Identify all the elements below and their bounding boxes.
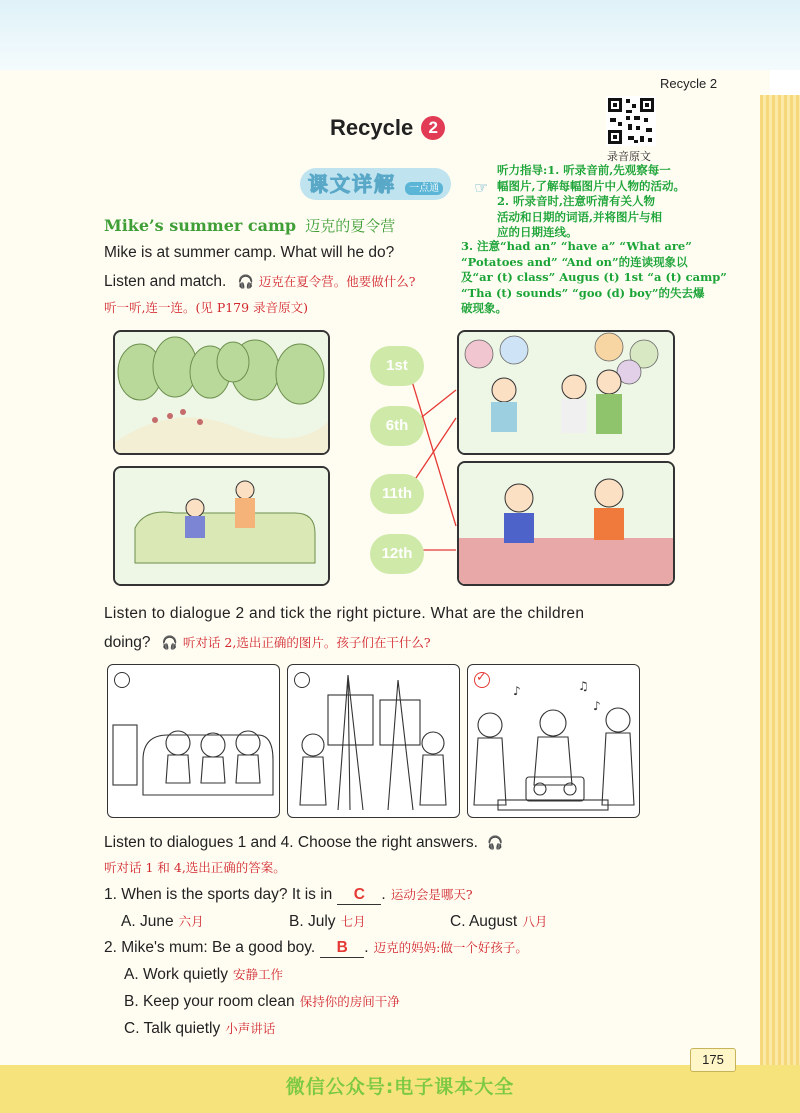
option-label: C. August	[450, 913, 518, 930]
option-translation: 八月	[522, 914, 548, 929]
instruction-text: Listen to dialogues 1 and 4. Choose the right answers.	[104, 834, 478, 851]
instruction-line	[104, 832, 503, 852]
instruction-translation: 听一听,连一连。(见 P179 录音原文)	[104, 300, 308, 315]
question-text: 1. When is the sports day? It is in	[104, 886, 333, 903]
headphones-icon[interactable]: 🎧	[237, 275, 254, 290]
option-label: A. June	[121, 913, 174, 930]
option-q1-a[interactable]	[121, 911, 204, 931]
tip-line: 幅图片,了解每幅图片中人物的活动。	[497, 178, 686, 193]
answer-circle[interactable]	[114, 672, 130, 688]
headphones-icon[interactable]: 🎧	[487, 836, 504, 851]
qr-code-icon[interactable]	[606, 96, 656, 146]
instruction-translation: 听对话 1 和 4,选出正确的答案。	[104, 860, 286, 875]
question-1	[104, 884, 473, 905]
picture-balloon-party	[457, 330, 675, 455]
top-band	[0, 0, 800, 70]
tip-line: 应的日期连线。	[497, 225, 578, 240]
pointing-hand-icon: ☞	[474, 178, 489, 197]
page-title-text: Recycle	[330, 115, 414, 140]
tip-line: 活动和日期的词语,并将图片与相	[497, 209, 663, 224]
option-q2-c[interactable]	[124, 1018, 275, 1038]
question-end: .	[381, 886, 386, 903]
instruction-line: Listen to dialogue 2 and tick the right picture. What are the children	[104, 605, 585, 622]
question-text: 2. Mike's mum: Be a good boy.	[104, 939, 316, 956]
section-heading	[104, 215, 395, 236]
qr-caption: 录音原文	[607, 150, 651, 163]
option-q2-b[interactable]	[124, 991, 400, 1011]
svg-text:♪: ♪	[593, 699, 601, 713]
question-2	[104, 937, 528, 958]
option-q1-b[interactable]	[289, 911, 366, 931]
option-q1-c[interactable]	[450, 911, 547, 931]
lesson-badge-sub: 一点通	[405, 182, 443, 195]
picture-running-race	[457, 461, 675, 586]
option-picture-singing[interactable]	[467, 664, 640, 818]
unit-label: Recycle 2	[660, 76, 718, 91]
tip-line: “Tha (t) sounds” “goo (d) boy”的失去爆	[461, 285, 705, 300]
title-number-badge: 2	[421, 116, 445, 140]
lesson-badge	[300, 168, 451, 200]
instruction-text: Listen and match.	[104, 273, 227, 290]
instruction-text: doing?	[104, 634, 151, 651]
footer-watermark: 微信公众号:电子课本大全	[285, 1076, 515, 1098]
answer-circle[interactable]	[294, 672, 310, 688]
date-pill: 11th	[370, 474, 424, 514]
page-title	[330, 115, 445, 141]
option-translation: 六月	[178, 914, 204, 929]
instruction-line: Mike is at summer camp. What will he do?	[104, 244, 395, 261]
page-edge-stripes	[760, 95, 800, 1085]
question-translation: 迈克的妈妈:做一个好孩子。	[373, 940, 528, 955]
answer-blank[interactable]: B	[320, 939, 364, 958]
svg-text:♫: ♫	[578, 679, 589, 693]
date-pill: 12th	[370, 534, 424, 574]
instruction-line	[104, 632, 431, 652]
option-label: C. Talk quietly	[124, 1020, 221, 1037]
section-title-cn: 迈克的夏令营	[305, 217, 396, 235]
option-label: B. July	[289, 913, 336, 930]
tip-line: 及“ar (t) class” Augus (t) 1st “a (t) camp”	[461, 270, 727, 285]
listening-tips	[497, 163, 759, 241]
svg-text:♪: ♪	[513, 684, 521, 698]
listening-tips-2	[461, 239, 761, 317]
option-translation: 小声讲话	[225, 1021, 276, 1036]
headphones-icon[interactable]: 🎧	[161, 636, 178, 651]
tip-line: “Potatoes and” “And on”的连读现象以	[461, 254, 688, 269]
answer-blank[interactable]: C	[337, 886, 381, 905]
question-translation: 运动会是哪天?	[390, 887, 473, 902]
section-title-en: Mike’s summer camp	[104, 216, 297, 235]
date-pill: 1st	[370, 346, 424, 386]
lesson-badge-text: 课文详解	[308, 172, 396, 196]
picture-boys-on-sofa	[113, 466, 330, 586]
option-label: A. Work quietly	[124, 966, 228, 983]
page-number: 175	[690, 1048, 736, 1072]
tip-line: 破现象。	[461, 301, 507, 316]
option-translation: 安静工作	[233, 967, 284, 982]
tip-line: 3. 注意“had an” “have a” “What are”	[461, 239, 692, 253]
option-translation: 保持你的房间干净	[299, 994, 400, 1009]
option-q2-a[interactable]	[124, 964, 283, 984]
instruction-line	[104, 271, 415, 291]
question-end: .	[364, 939, 369, 956]
option-picture-drawing[interactable]	[287, 664, 460, 818]
instruction-translation: 听对话 2,选出正确的图片。孩子们在干什么?	[182, 635, 431, 650]
option-picture-watching-tv[interactable]	[107, 664, 280, 818]
tip-line: 2. 听录音时,注意听清有关人物	[497, 194, 656, 209]
option-label: B. Keep your room clean	[124, 993, 295, 1010]
option-translation: 七月	[340, 914, 366, 929]
check-mark-icon: ✓	[476, 670, 487, 685]
picture-park-walk	[113, 330, 330, 455]
instruction-translation: 迈克在夏令营。他要做什么?	[258, 274, 416, 289]
date-pill: 6th	[370, 406, 424, 446]
tip-line: 听力指导:1. 听录音前,先观察每一	[497, 163, 671, 177]
